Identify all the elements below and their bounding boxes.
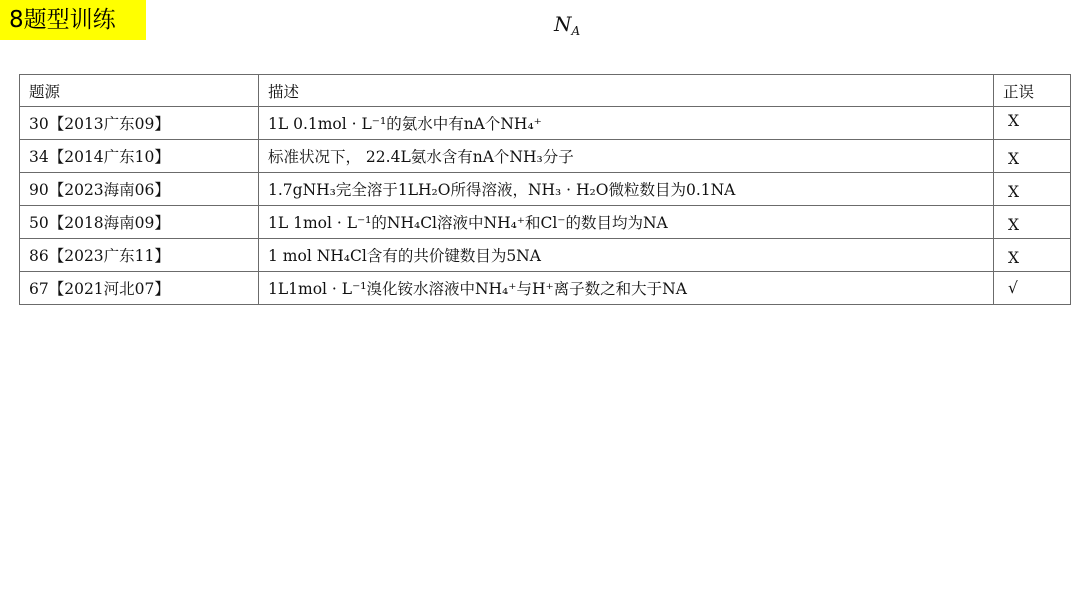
section-badge: 8题型训练 — [0, 0, 146, 40]
row-verdict: X — [1008, 183, 1020, 201]
page-title-subscript: A — [571, 24, 581, 38]
table-row — [20, 140, 1071, 173]
row-verdict: X — [1008, 150, 1020, 168]
column-header-verdict: 正误 — [994, 75, 1071, 107]
question-table — [19, 74, 1071, 305]
table-row — [20, 239, 1071, 272]
table-row — [20, 206, 1071, 239]
row-verdict: X — [1008, 112, 1020, 130]
row-verdict: X — [1008, 249, 1020, 267]
row-verdict-cell — [994, 140, 1071, 173]
column-header-description: 描述 — [259, 75, 994, 107]
row-description: 1 mol NH₄Cl含有的共价键数目为5NA — [259, 239, 994, 272]
row-verdict-cell — [994, 272, 1071, 305]
table-header-row — [20, 75, 1071, 107]
row-description: 标准状况下， 22.4L氨水含有nA个NH₃分子 — [259, 140, 994, 173]
column-header-source: 题源 — [20, 75, 259, 107]
table-row — [20, 272, 1071, 305]
row-verdict-cell — [994, 173, 1071, 206]
row-source: 90【2023海南06】 — [20, 173, 259, 206]
row-description: 1.7gNH₃完全溶于1LH₂O所得溶液，NH₃ · H₂O微粒数目为0.1NA — [259, 173, 994, 206]
row-verdict: √ — [1008, 279, 1018, 297]
row-source: 50【2018海南09】 — [20, 206, 259, 239]
row-source: 30【2013广东09】 — [20, 107, 259, 140]
row-source: 86【2023广东11】 — [20, 239, 259, 272]
row-verdict-cell — [994, 206, 1071, 239]
row-description: 1L 0.1mol · L⁻¹的氨水中有nA个NH₄⁺ — [259, 107, 994, 140]
row-verdict: X — [1008, 216, 1020, 234]
row-verdict-cell — [994, 107, 1071, 140]
row-description: 1L 1mol · L⁻¹的NH₄Cl溶液中NH₄⁺和Cl⁻的数目均为NA — [259, 206, 994, 239]
row-source: 67【2021河北07】 — [20, 272, 259, 305]
row-description: 1L1mol · L⁻¹溴化铵水溶液中NH₄⁺与H⁺离子数之和大于NA — [259, 272, 994, 305]
page-title — [554, 12, 580, 36]
table-row — [20, 107, 1071, 140]
table-row — [20, 173, 1071, 206]
row-verdict-cell — [994, 239, 1071, 272]
page-title-main: N — [554, 12, 572, 36]
row-source: 34【2014广东10】 — [20, 140, 259, 173]
